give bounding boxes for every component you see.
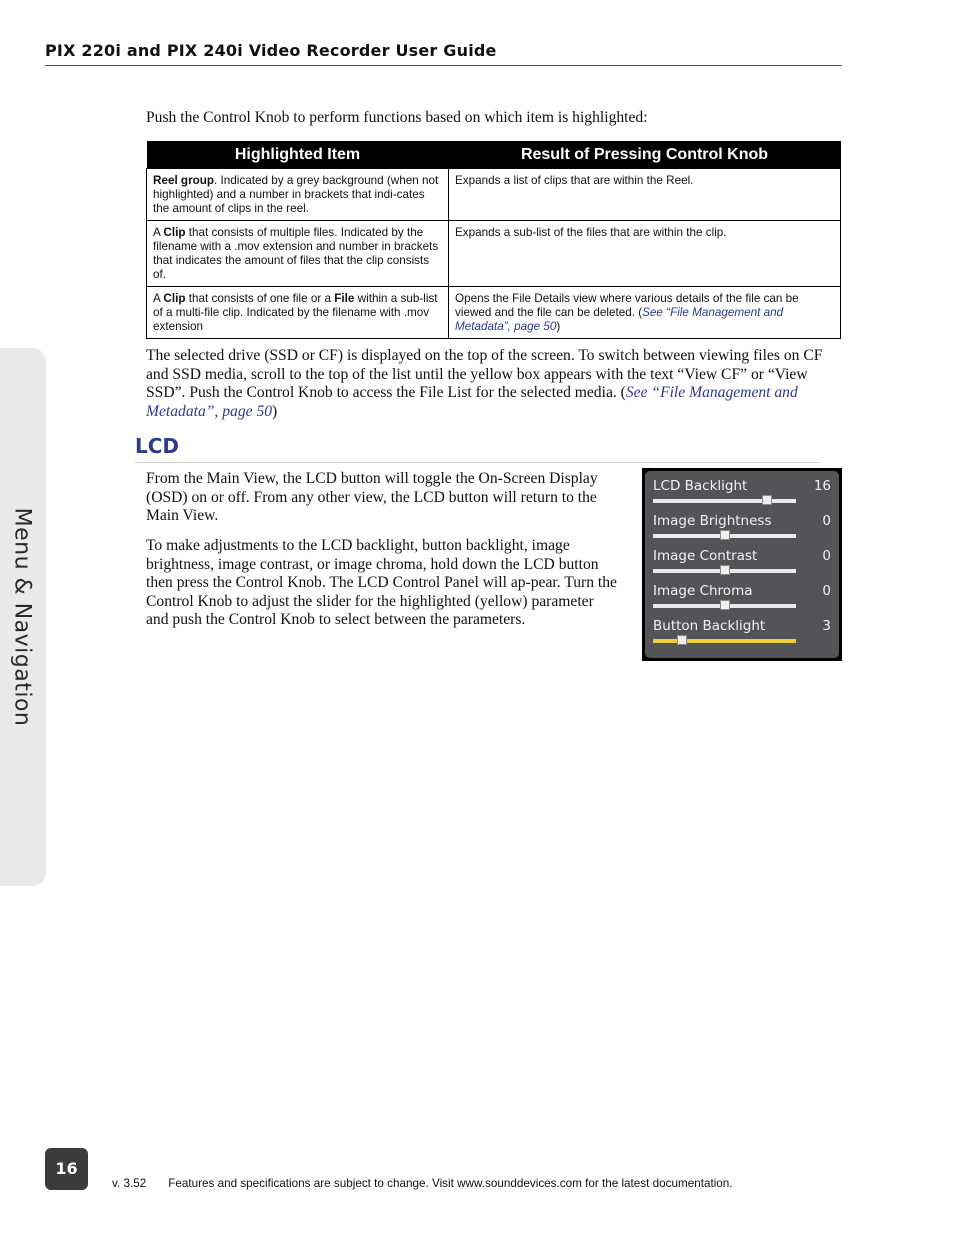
intro-paragraph: Push the Control Knob to perform functions based on which item is highlighted: [146,109,648,126]
table-cell-result: Expands a list of clips that are within the Reel. [449,169,841,221]
lcd-panel-row [645,615,839,650]
lcd-panel-row [645,510,839,545]
table-row [147,287,841,339]
lcd-slider-thumb [762,495,772,505]
result-text: Opens the File Details view where various details of the file can be viewed and the file can be deleted. ( [455,292,799,319]
lcd-setting-label: Image Brightness [653,513,772,529]
table-row [147,169,841,221]
lcd-setting-value: 16 [813,478,831,494]
item-description: that consists of multiple files. Indicated by the filename with a .mov extension and number in brackets that indicates the amount of files that the clip consists of. [153,226,439,281]
item-description: . Indicated by a grey background (when not highlighted) and a number in brackets that indi-cates the amount of clips in the reel. [153,174,439,215]
result-end: ) [556,320,561,333]
lcd-paragraph-2: To make adjustments to the LCD backlight, button backlight, image brightness, image contrast, or image chroma, hold down the LCD button then press the Control Knob. The LCD Control Panel will ap-pear. Turn the Control Knob to adjust the slider for the highlighted (yellow) parameter and push the Control Knob to select between the parameters. [146,537,617,629]
lcd-slider-thumb [720,565,730,575]
file-management-link[interactable]: See “File Management and Metadata”, page 50 [455,306,784,333]
lcd-slider-thumb [720,530,730,540]
drive-paragraph-text: The selected drive (SSD or CF) is displayed on the top of the screen. To switch between viewing files on CF and SSD media, scroll to the top of the list until the yellow box appears with the text “View CF” or “View SSD”. Push the Control Knob to access the File List for the selected media. ( [146,347,823,402]
drive-paragraph [146,347,841,421]
lcd-paragraph-1: From the Main View, the LCD button will toggle the On-Screen Display (OSD) on or off. From any other view, the LCD button will return to the Main View. [146,470,598,525]
item-description: within a sub-list of a multi-file clip. Indicated by the filename with .mov extension [153,292,438,333]
item-term: Clip [163,292,186,305]
lcd-section-heading: LCD [135,434,180,458]
section-side-tab-label: Menu & Navigation [9,507,35,727]
lcd-panel-row [645,545,839,580]
lcd-setting-label: Image Contrast [653,548,758,564]
table-cell-item [147,287,449,339]
lcd-setting-value: 0 [822,548,831,564]
header-divider [45,65,842,66]
lcd-setting-label: Button Backlight [653,618,766,634]
item-term-2: File [334,292,355,305]
table-cell-result: Expands a sub-list of the files that are within the clip. [449,221,841,287]
item-term: Clip [163,226,186,239]
item-prefix: A [153,226,164,239]
lcd-slider-thumb [720,600,730,610]
lcd-setting-label: LCD Backlight [653,478,748,494]
lcd-panel-row [645,580,839,615]
item-term: Reel group [153,174,215,187]
item-mid: that consists of one file or a [185,292,335,305]
item-prefix: A [153,292,164,305]
lcd-setting-value: 3 [822,618,831,634]
lcd-slider-thumb [677,635,687,645]
lcd-slider-track [653,604,796,608]
lcd-slider-track [653,569,796,573]
table-cell-item [147,169,449,221]
lcd-setting-value: 0 [822,583,831,599]
lcd-setting-label: Image Chroma [653,583,753,599]
footer-notice: Features and specifications are subject to change. Visit www.sounddevices.com for the latest documentation. [168,1177,733,1190]
lcd-panel-row [645,475,839,510]
table-header-row [147,141,841,169]
column-header-highlighted-item: Highlighted Item [147,141,449,169]
table-cell-item [147,221,449,287]
footer [112,1177,733,1190]
table-row [147,221,841,287]
version-label: v. 3.52 [112,1177,147,1190]
lcd-slider-track [653,639,796,643]
lcd-slider-track [653,499,796,503]
lcd-slider-track [653,534,796,538]
drive-paragraph-end: ) [272,402,278,420]
file-management-link[interactable]: See “File Management and Metadata”, page 50 [146,384,798,420]
lcd-setting-value: 0 [822,513,831,529]
control-knob-table [146,141,841,339]
section-divider [135,462,820,463]
table-cell-result [449,287,841,339]
page-number: 16 [45,1148,88,1190]
document-title: PIX 220i and PIX 240i Video Recorder User Guide [45,41,497,60]
column-header-result: Result of Pressing Control Knob [449,141,841,169]
lcd-panel-screen [645,471,839,658]
lcd-control-panel-image [642,468,842,661]
